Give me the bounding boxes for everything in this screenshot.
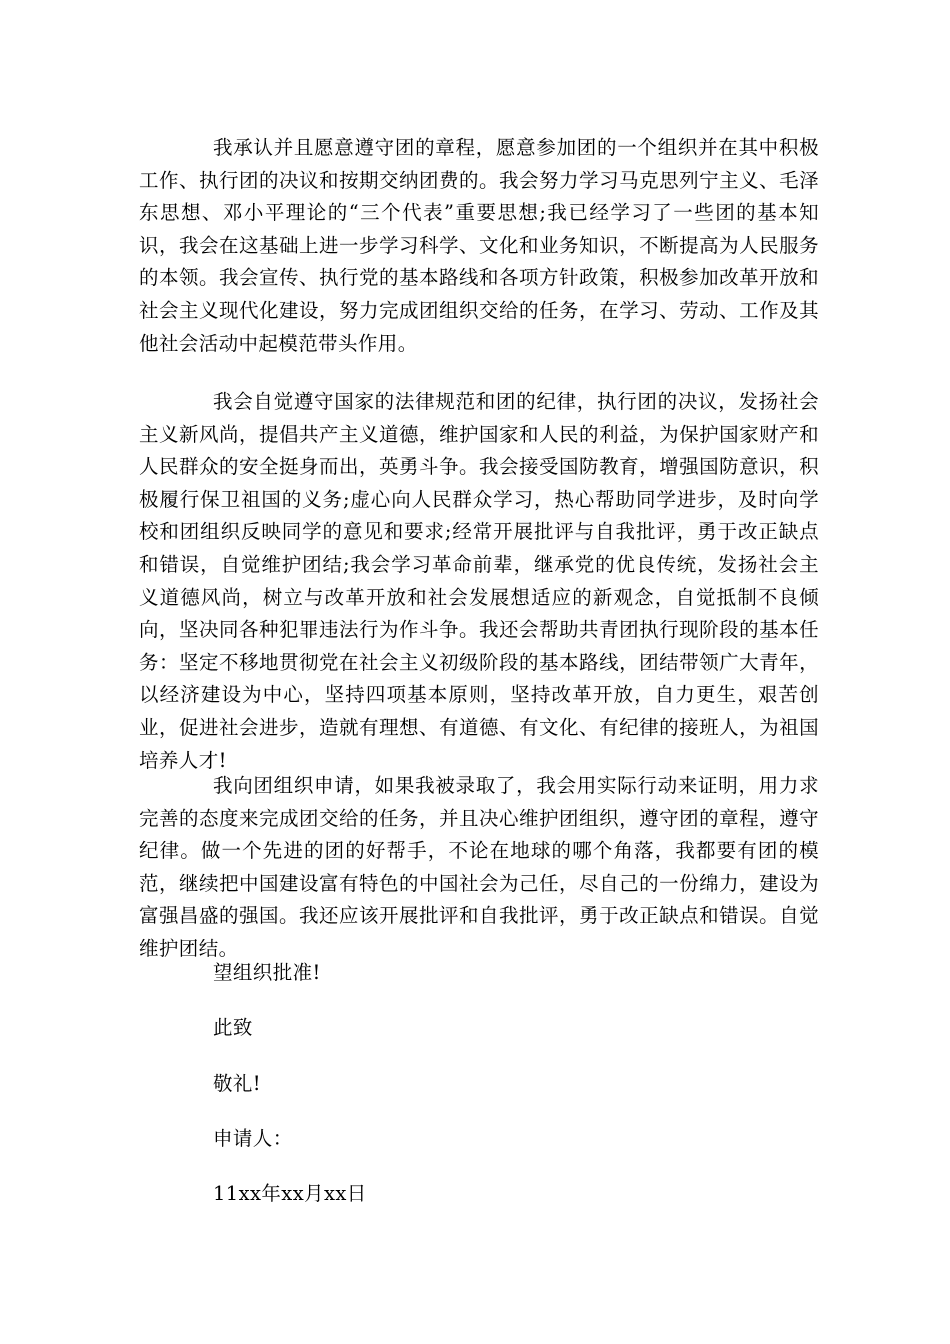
paragraph-discipline: 我会自觉遵守国家的法律规范和团的纪律，执行团的决议，发扬社会主义新风尚，提倡共产主义道德，维护国家和人民的利益，为保护国家财产和人民群众的安全挺身而出，英勇斗争。我会接受国防教育，增强国防意识，积极履行保卫祖国的义务;虚心向人民群众学习，热心帮助同学进步，及时向学校和团组织反映同学的意见和要求;经常开展批评与自我批评，勇于改正缺点和错误，自觉维护团结;我会学习革命前辈，继承党的优良传统，发扬社会主义道德风尚，树立与改革开放和社会发展想适应的新观念，自觉抵制不良倾向，坚决同各种犯罪违法行为作斗争。我还会帮助共青团执行现阶段的基本任务：坚定不移地贯彻党在社会主义初级阶段的基本路线，团结带领广大青年，以经济建设为中心，坚持四项基本原则，坚持改革开放，自力更生，艰苦创业，促进社会进步，造就有理想、有道德、有文化、有纪律的接班人，为祖国培养人才! bbox=[139, 390, 819, 772]
application-date: 11xx年xx月xx日 bbox=[213, 1182, 367, 1205]
paragraph-commitment: 我承认并且愿意遵守团的章程，愿意参加团的一个组织并在其中积极工作、执行团的决议和按期交纳团费的。我会努力学习马克思列宁主义、毛泽东思想、邓小平理论的“三个代表”重要思想;我已经学习了一些团的基本知识，我会在这基础上进一步学习科学、文化和业务知识，不断提高为人民服务的本领。我会宣传、执行党的基本路线和各项方针政策，积极参加改革开放和社会主义现代化建设，努力完成团组织交给的任务，在学习、劳动、工作及其他社会活动中起模范带头作用。 bbox=[139, 136, 819, 355]
closing-request: 望组织批准! bbox=[213, 961, 321, 984]
closing-salutation: 此致 bbox=[213, 1016, 253, 1039]
applicant-label: 申请人： bbox=[213, 1127, 293, 1150]
paragraph-application: 我向团组织申请，如果我被录取了，我会用实际行动来证明，用力求完善的态度来完成团交给的任务，并且决心维护团组织，遵守团的章程，遵守纪律。做一个先进的团的好帮手，不论在地球的哪个角落，我都要有团的模范，继续把中国建设富有特色的中国社会为己任，尽自己的一份绵力，建设为富强昌盛的强国。我还应该开展批评和自我批评，勇于改正缺点和错误。自觉维护团结。 bbox=[139, 774, 819, 960]
closing-regards: 敬礼! bbox=[213, 1072, 262, 1095]
